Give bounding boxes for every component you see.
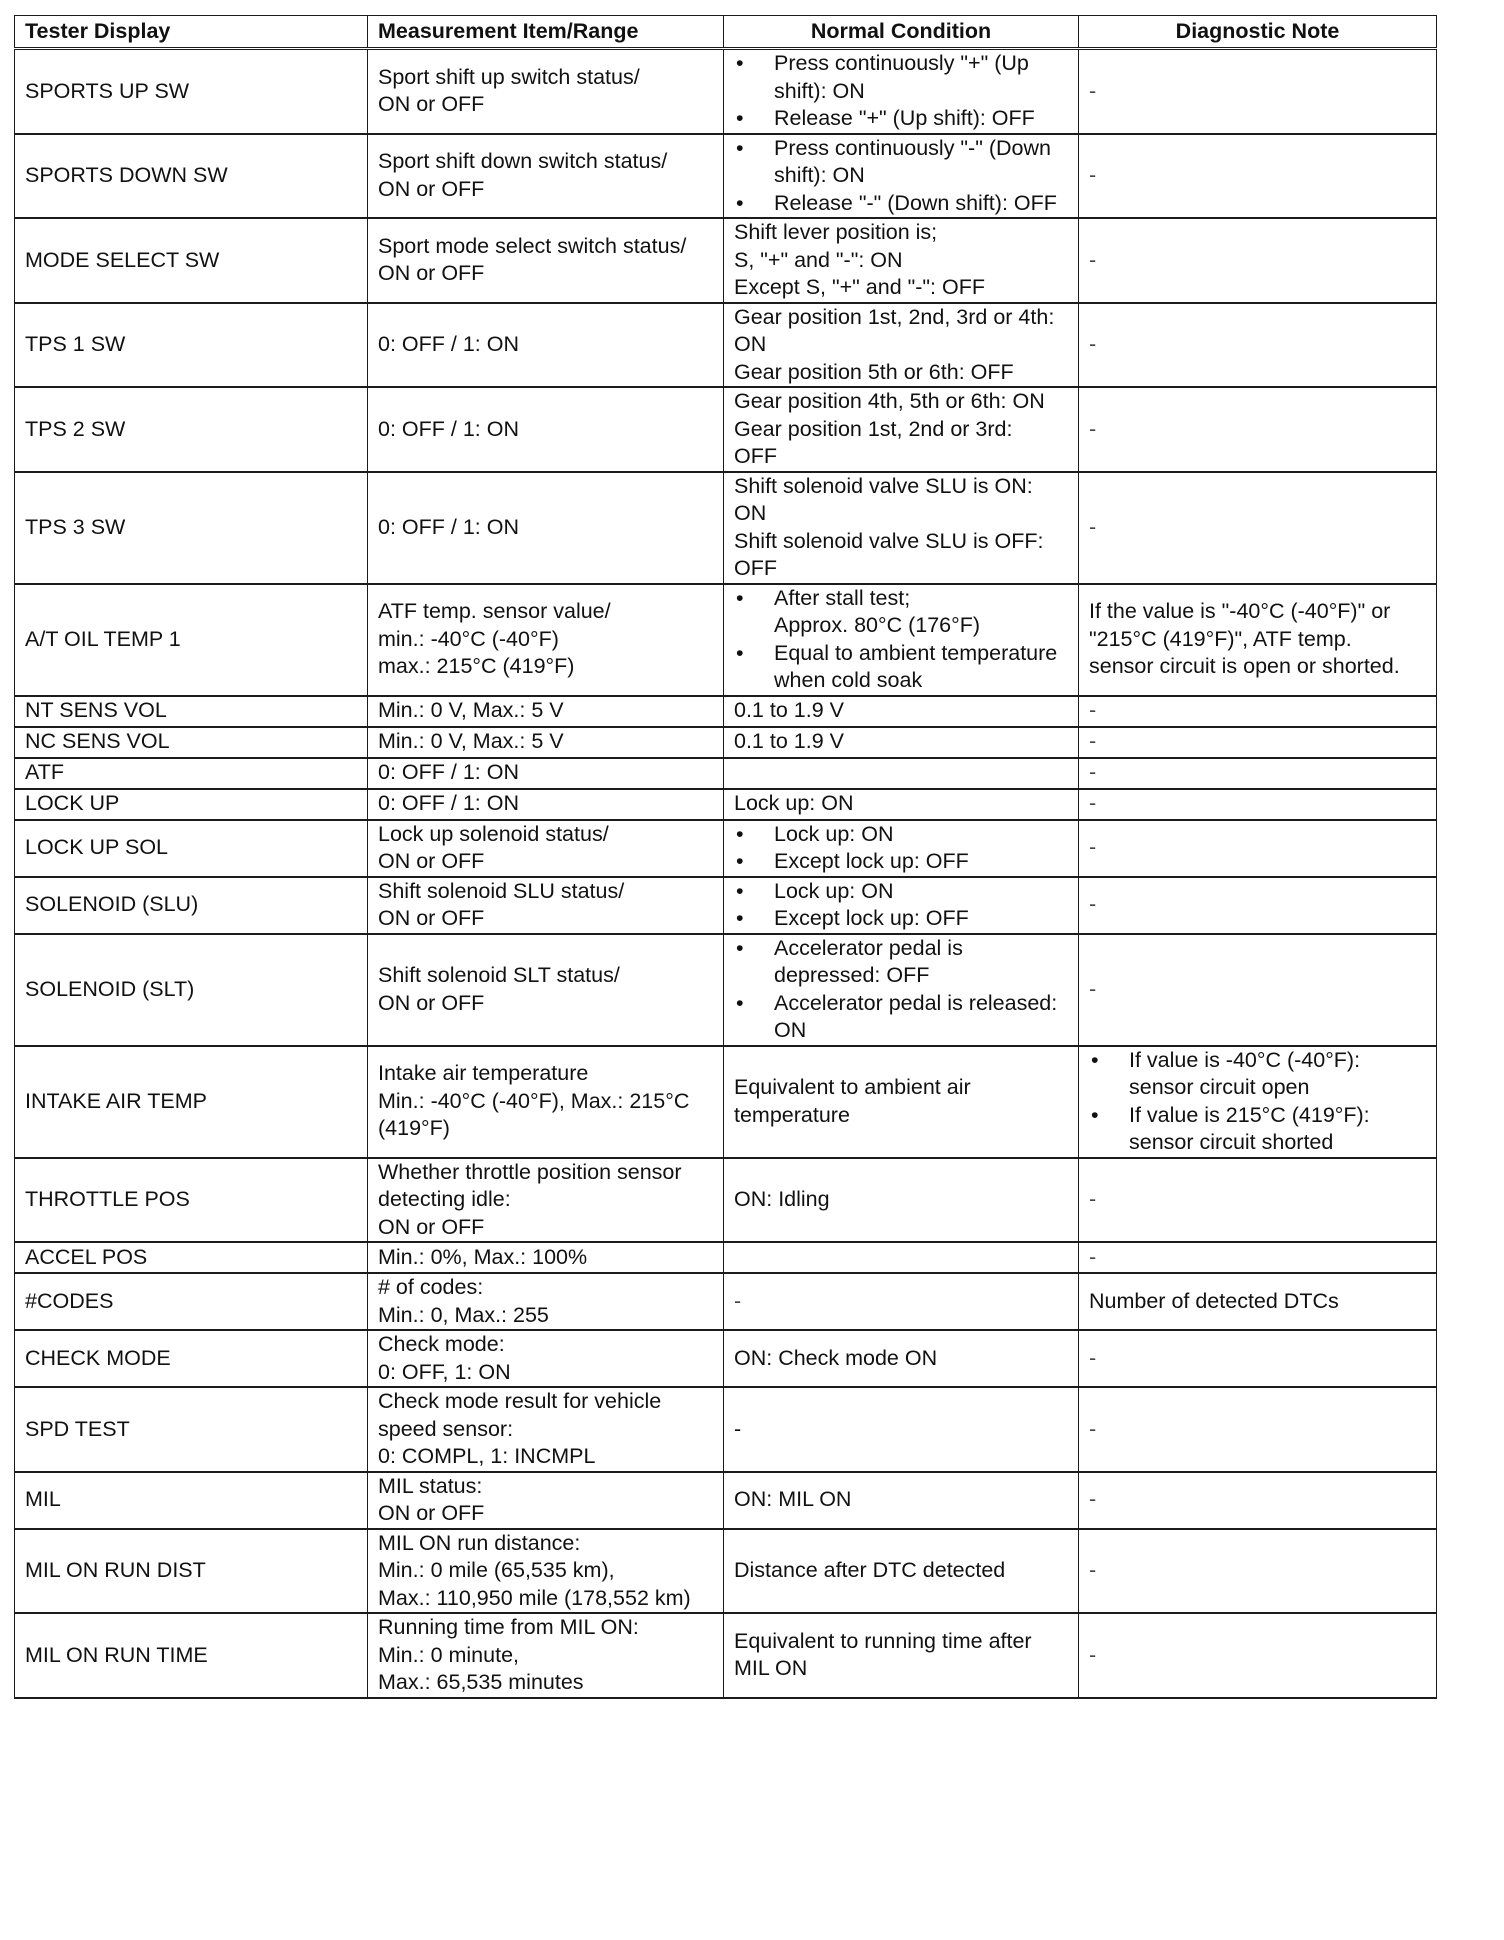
measurement-line: Sport shift up switch status/ (378, 64, 640, 89)
diagnostic-note-cell: - (1079, 1387, 1437, 1472)
measurement-line: MIL ON run distance: (378, 1530, 581, 1555)
diagnostic-note-cell: - (1079, 134, 1437, 219)
tester-display-cell: NC SENS VOL (15, 727, 368, 758)
diagnostic-note-cell (1079, 1273, 1437, 1330)
normal-condition-line: Except S, "+" and "-": OFF (734, 275, 985, 299)
normal-condition-cell (724, 1046, 1079, 1158)
measurement-cell (368, 1472, 724, 1529)
tester-display-cell: #CODES (15, 1273, 368, 1330)
measurement-line: Max.: 110,950 mile (178,552 km) (378, 1585, 691, 1610)
diagnostic-note-line: If the value is "-40°C (-40°F)" or (1089, 599, 1391, 624)
bullet-text: • If value is 215°C (419°F): (1129, 1102, 1370, 1127)
measurement-line: detecting idle: (378, 1187, 511, 1211)
bullet-item (734, 585, 1068, 640)
normal-condition-line: Shift solenoid valve SLU is ON: (734, 473, 1033, 498)
diagnostic-note-line: sensor circuit is open or shorted. (1089, 654, 1400, 679)
measurement-cell (368, 584, 724, 696)
bullet-text: depressed: OFF (774, 963, 930, 987)
diagnostic-note-cell: - (1079, 1330, 1437, 1387)
diagnostic-note-line: "215°C (419°F)", ATF temp. (1089, 626, 1352, 651)
normal-condition-line: S, "+" and "-": ON (734, 247, 903, 272)
measurement-line: Running time from MIL ON: (378, 1615, 639, 1639)
tester-display-cell: LOCK UP SOL (15, 820, 368, 877)
measurement-line: Min.: 0 V, Max.: 5 V (378, 698, 564, 723)
measurement-line: Check mode: (378, 1332, 505, 1356)
measurement-cell (368, 877, 724, 934)
table-row (15, 696, 1437, 727)
bullet-item (734, 190, 1068, 218)
measurement-cell (368, 1387, 724, 1472)
bullet-list (734, 135, 1068, 218)
bullet-item (734, 905, 1068, 933)
normal-condition-cell (724, 1529, 1079, 1614)
diagnostic-note-cell: - (1079, 1472, 1437, 1529)
data-list-table-container (14, 15, 1437, 1699)
bullet-list (734, 878, 1068, 933)
measurement-line: ON or OFF (378, 261, 485, 286)
table-row (15, 934, 1437, 1046)
header-tester-display: Tester Display (15, 16, 368, 49)
table-row (15, 49, 1437, 134)
bullet-text: • Lock up: ON (774, 878, 894, 903)
normal-condition-cell (724, 49, 1079, 134)
normal-condition-cell (724, 1387, 1079, 1472)
header-diagnostic-note: Diagnostic Note (1079, 16, 1437, 49)
measurement-line: Max.: 65,535 minutes (378, 1670, 584, 1694)
measurement-cell (368, 727, 724, 758)
header-normal-condition: Normal Condition (724, 16, 1079, 49)
measurement-cell (368, 49, 724, 134)
measurement-line: # of codes: (378, 1275, 484, 1299)
measurement-cell (368, 303, 724, 388)
bullet-item (734, 990, 1068, 1045)
measurement-line: 0: OFF / 1: ON (378, 791, 519, 816)
normal-condition-line: Gear position 5th or 6th: OFF (734, 359, 1014, 384)
diagnostic-note-cell: - (1079, 758, 1437, 789)
bullet-item (734, 50, 1068, 105)
diagnostic-note-cell: - (1079, 303, 1437, 388)
bullet-text: shift): ON (774, 163, 865, 187)
table-row (15, 877, 1437, 934)
diagnostic-note-cell: - (1079, 877, 1437, 934)
measurement-line: Min.: 0 mile (65,535 km), (378, 1558, 615, 1582)
measurement-line: ON or OFF (378, 990, 485, 1015)
tester-display-cell: ACCEL POS (15, 1242, 368, 1273)
diagnostic-note-cell: - (1079, 49, 1437, 134)
table-row (15, 1613, 1437, 1698)
table-row (15, 584, 1437, 696)
normal-condition-cell (724, 584, 1079, 696)
normal-condition-line: ON (734, 501, 767, 525)
measurement-cell (368, 934, 724, 1046)
normal-condition-line: Distance after DTC detected (734, 1558, 1006, 1582)
tester-display-cell: MIL ON RUN TIME (15, 1613, 368, 1698)
measurement-line: max.: 215°C (419°F) (378, 654, 575, 679)
measurement-cell (368, 696, 724, 727)
normal-condition-cell (724, 1472, 1079, 1529)
diagnostic-note-cell: - (1079, 934, 1437, 1046)
bullet-text: Approx. 80°C (176°F) (774, 613, 981, 637)
measurement-line: Sport mode select switch status/ (378, 233, 687, 258)
normal-condition-line: Gear position 1st, 2nd, 3rd or 4th: (734, 304, 1055, 329)
tester-display-cell: SOLENOID (SLU) (15, 877, 368, 934)
normal-condition-cell (724, 1242, 1079, 1273)
diagnostic-note-cell: - (1079, 789, 1437, 820)
normal-condition-line: Equivalent to ambient air (734, 1075, 971, 1099)
bullet-text: • Press continuously "-" (Down (774, 135, 1051, 160)
diagnostic-note-cell: - (1079, 727, 1437, 758)
bullet-item (734, 135, 1068, 190)
tester-display-cell: MIL (15, 1472, 368, 1529)
measurement-line: ON or OFF (378, 92, 485, 117)
bullet-text: • Except lock up: OFF (774, 849, 969, 873)
bullet-text: • If value is -40°C (-40°F): (1129, 1047, 1361, 1072)
tester-display-cell: LOCK UP (15, 789, 368, 820)
measurement-line: ON or OFF (378, 1501, 485, 1525)
normal-condition-cell (724, 472, 1079, 584)
diagnostic-note-cell (1079, 1046, 1437, 1158)
normal-condition-line: Gear position 4th, 5th or 6th: ON (734, 389, 1045, 413)
bullet-item (734, 848, 1068, 876)
normal-condition-line: 0.1 to 1.9 V (734, 698, 844, 723)
normal-condition-cell (724, 1158, 1079, 1243)
table-header-row (15, 16, 1437, 49)
normal-condition-line: OFF (734, 444, 777, 468)
measurement-line: 0: OFF / 1: ON (378, 332, 519, 356)
tester-display-cell: TPS 1 SW (15, 303, 368, 388)
table-row (15, 1158, 1437, 1243)
diagnostic-note-cell: - (1079, 820, 1437, 877)
diagnostic-note-cell: - (1079, 218, 1437, 303)
table-row (15, 727, 1437, 758)
normal-condition-cell (724, 727, 1079, 758)
bullet-item (734, 878, 1068, 906)
table-row (15, 758, 1437, 789)
diagnostic-note-cell: - (1079, 1613, 1437, 1698)
diagnostic-note-cell: - (1079, 696, 1437, 727)
table-body (15, 49, 1437, 1698)
normal-condition-cell (724, 934, 1079, 1046)
tester-display-cell: SOLENOID (SLT) (15, 934, 368, 1046)
tester-display-cell: SPORTS UP SW (15, 49, 368, 134)
normal-condition-cell (724, 134, 1079, 219)
bullet-text: when cold soak (774, 668, 923, 692)
measurement-cell (368, 820, 724, 877)
bullet-text: • Release "+" (Up shift): OFF (774, 106, 1035, 130)
measurement-cell (368, 472, 724, 584)
normal-condition-line: - (734, 1416, 742, 1441)
tester-display-cell: A/T OIL TEMP 1 (15, 584, 368, 696)
table-row (15, 472, 1437, 584)
measurement-line: min.: -40°C (-40°F) (378, 626, 559, 651)
normal-condition-cell (724, 758, 1079, 789)
diagnostic-note-cell: - (1079, 472, 1437, 584)
table-row (15, 218, 1437, 303)
bullet-text: • After stall test; (774, 585, 911, 610)
tester-display-cell: THROTTLE POS (15, 1158, 368, 1243)
normal-condition-cell (724, 877, 1079, 934)
normal-condition-line: ON: MIL ON (734, 1487, 852, 1512)
normal-condition-line: OFF (734, 556, 777, 580)
table-row (15, 387, 1437, 472)
bullet-text: • Lock up: ON (774, 821, 894, 846)
measurement-cell (368, 1330, 724, 1387)
diagnostic-note-cell: - (1079, 387, 1437, 472)
measurement-line: ON or OFF (378, 176, 485, 201)
measurement-line: Min.: 0, Max.: 255 (378, 1302, 549, 1327)
table-row (15, 1472, 1437, 1529)
tester-display-cell: SPORTS DOWN SW (15, 134, 368, 219)
measurement-cell (368, 1242, 724, 1273)
measurement-line: 0: OFF, 1: ON (378, 1359, 511, 1384)
normal-condition-cell (724, 218, 1079, 303)
table-row (15, 1273, 1437, 1330)
diagnostic-note-cell (1079, 584, 1437, 696)
measurement-line: Intake air temperature (378, 1061, 589, 1086)
bullet-item (734, 640, 1068, 695)
bullet-text: • Except lock up: OFF (774, 906, 969, 930)
table-row (15, 789, 1437, 820)
table-row (15, 303, 1437, 388)
normal-condition-cell (724, 303, 1079, 388)
table-row (15, 1330, 1437, 1387)
tester-display-cell: NT SENS VOL (15, 696, 368, 727)
measurement-cell (368, 1273, 724, 1330)
normal-condition-cell (724, 820, 1079, 877)
bullet-text: ON (774, 1018, 807, 1042)
measurement-cell (368, 1529, 724, 1614)
measurement-cell (368, 1158, 724, 1243)
header-measurement: Measurement Item/Range (368, 16, 724, 49)
normal-condition-line: ON: Idling (734, 1187, 830, 1211)
bullet-item (734, 105, 1068, 133)
measurement-line: ON or OFF (378, 906, 485, 930)
measurement-cell (368, 789, 724, 820)
normal-condition-line: 0.1 to 1.9 V (734, 729, 844, 754)
table-row (15, 1387, 1437, 1472)
measurement-line: speed sensor: (378, 1416, 514, 1441)
normal-condition-line: Shift solenoid valve SLU is OFF: (734, 528, 1044, 553)
data-list-table (14, 15, 1437, 1699)
measurement-line: Whether throttle position sensor (378, 1159, 682, 1184)
bullet-list (1089, 1047, 1426, 1157)
table-row (15, 134, 1437, 219)
measurement-line: Lock up solenoid status/ (378, 821, 609, 846)
measurement-line: Shift solenoid SLU status/ (378, 878, 625, 903)
bullet-list (734, 821, 1068, 876)
bullet-text: sensor circuit open (1129, 1075, 1310, 1099)
diagnostic-note-cell: - (1079, 1529, 1437, 1614)
measurement-line: MIL status: (378, 1473, 483, 1498)
measurement-line: 0: COMPL, 1: INCMPL (378, 1444, 596, 1468)
measurement-line: ATF temp. sensor value/ (378, 599, 611, 624)
tester-display-cell: TPS 3 SW (15, 472, 368, 584)
measurement-line: 0: OFF / 1: ON (378, 514, 519, 539)
measurement-line: Min.: 0 V, Max.: 5 V (378, 729, 564, 754)
measurement-line: Shift solenoid SLT status/ (378, 963, 620, 987)
bullet-text: • Accelerator pedal is released: (774, 990, 1058, 1015)
measurement-cell (368, 218, 724, 303)
bullet-item (1089, 1047, 1426, 1102)
bullet-text: sensor circuit shorted (1129, 1130, 1334, 1154)
normal-condition-cell (724, 387, 1079, 472)
bullet-text: • Press continuously "+" (Up (774, 51, 1029, 75)
tester-display-cell: ATF (15, 758, 368, 789)
measurement-line: 0: OFF / 1: ON (378, 760, 519, 785)
bullet-list (734, 585, 1068, 695)
tester-display-cell: SPD TEST (15, 1387, 368, 1472)
normal-condition-line: Equivalent to running time after (734, 1628, 1032, 1653)
normal-condition-cell (724, 696, 1079, 727)
diagnostic-note-line: Number of detected DTCs (1089, 1288, 1339, 1313)
measurement-line: Check mode result for vehicle (378, 1389, 662, 1413)
bullet-text: • Release "-" (Down shift): OFF (774, 190, 1057, 215)
measurement-cell (368, 134, 724, 219)
tester-display-cell: INTAKE AIR TEMP (15, 1046, 368, 1158)
measurement-line: Min.: 0 minute, (378, 1642, 519, 1667)
normal-condition-cell (724, 1613, 1079, 1698)
bullet-text: shift): ON (774, 78, 865, 103)
bullet-item (734, 935, 1068, 990)
bullet-list (734, 50, 1068, 133)
measurement-line: (419°F) (378, 1116, 450, 1141)
measurement-line: 0: OFF / 1: ON (378, 416, 519, 441)
normal-condition-line: MIL ON (734, 1656, 808, 1681)
normal-condition-cell (724, 1330, 1079, 1387)
measurement-line: ON or OFF (378, 849, 485, 873)
bullet-item (1089, 1102, 1426, 1157)
diagnostic-note-cell: - (1079, 1158, 1437, 1243)
measurement-line: Min.: -40°C (-40°F), Max.: 215°C (378, 1088, 690, 1113)
table-row (15, 1242, 1437, 1273)
normal-condition-cell: - (724, 1273, 1079, 1330)
measurement-line: Sport shift down switch status/ (378, 149, 668, 174)
bullet-text: • Accelerator pedal is (774, 935, 963, 960)
measurement-cell (368, 387, 724, 472)
tester-display-cell: TPS 2 SW (15, 387, 368, 472)
normal-condition-line: ON: Check mode ON (734, 1345, 938, 1370)
measurement-cell (368, 1046, 724, 1158)
table-row (15, 1046, 1437, 1158)
normal-condition-line: ON (734, 332, 767, 356)
normal-condition-cell (724, 789, 1079, 820)
measurement-line: Min.: 0%, Max.: 100% (378, 1244, 588, 1269)
tester-display-cell: MIL ON RUN DIST (15, 1529, 368, 1614)
measurement-cell (368, 1613, 724, 1698)
bullet-list (734, 935, 1068, 1045)
bullet-text: • Equal to ambient temperature (774, 640, 1058, 665)
table-row (15, 1529, 1437, 1614)
tester-display-cell: MODE SELECT SW (15, 218, 368, 303)
bullet-item (734, 821, 1068, 849)
tester-display-cell: CHECK MODE (15, 1330, 368, 1387)
measurement-line: ON or OFF (378, 1214, 485, 1239)
normal-condition-line: Gear position 1st, 2nd or 3rd: (734, 416, 1013, 441)
normal-condition-line: Lock up: ON (734, 791, 854, 816)
measurement-cell (368, 758, 724, 789)
normal-condition-line: temperature (734, 1102, 850, 1127)
diagnostic-note-cell: - (1079, 1242, 1437, 1273)
normal-condition-line: Shift lever position is; (734, 220, 938, 244)
table-row (15, 820, 1437, 877)
